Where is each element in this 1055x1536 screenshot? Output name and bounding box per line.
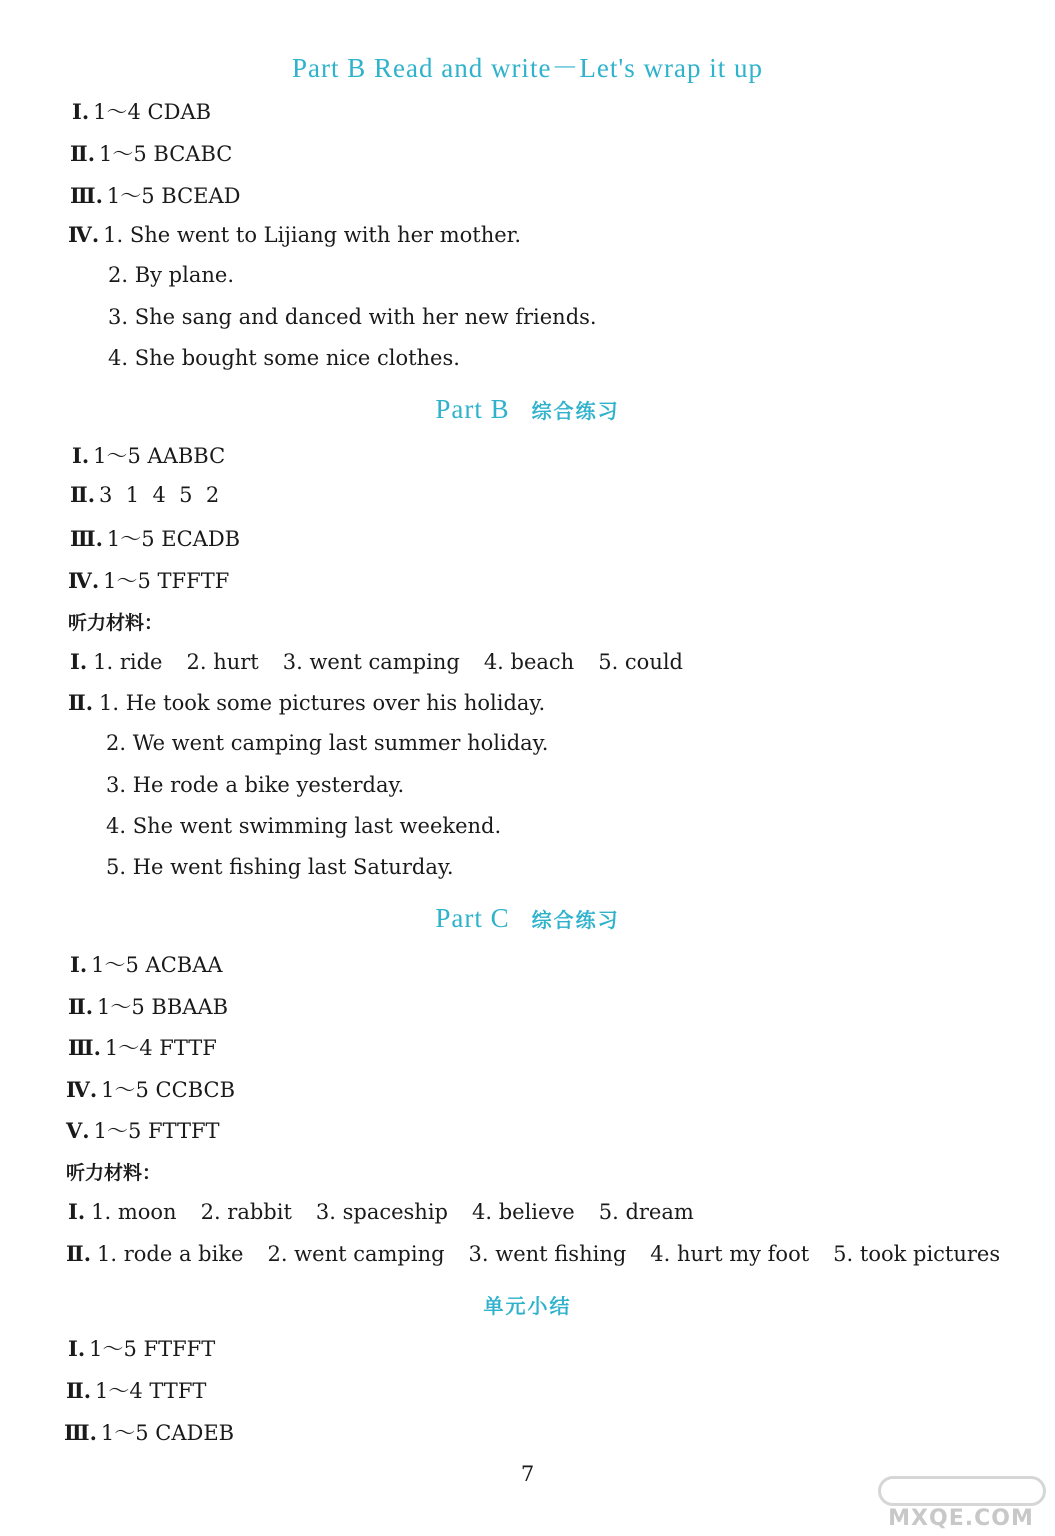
section-title-en: Part C: [435, 903, 510, 933]
answer-line: Ⅱ. 1～5 BBAAB: [68, 994, 229, 1019]
answer-line: Ⅲ. 1～5 CADEB: [64, 1420, 235, 1445]
section-title: Part B Read and write－Let's wrap it up: [291, 53, 763, 83]
sub-answer: 2. By plane.: [108, 263, 234, 287]
answer-line: Ⅲ. 1～5 BCEAD: [70, 183, 241, 208]
sub-answer: 3. She sang and danced with her new friends.: [108, 305, 597, 329]
answer-line: Ⅲ. 1～4 FTTF: [68, 1035, 217, 1060]
listening-line: Ⅰ. 1. moon 2. rabbit 3. spaceship 4. believe 5. dream: [68, 1199, 694, 1224]
sub-answer: 4. She bought some nice clothes.: [108, 346, 460, 370]
answer-line: Ⅳ. 1～5 TFFTF: [68, 568, 230, 593]
listening-sub: 5. He went fishing last Saturday.: [106, 855, 454, 879]
answer-line: Ⅰ. 1～4 CDAB: [72, 99, 212, 124]
section-heading-part-b-practice: [0, 394, 1055, 425]
answer-line: Ⅰ. 1～5 FTFFT: [68, 1336, 216, 1361]
section-title-cn: 单元小结: [483, 1296, 572, 1318]
listening-line: Ⅱ. 1. He took some pictures over his holiday.: [68, 690, 546, 715]
listening-sub: 2. We went camping last summer holiday.: [106, 731, 549, 755]
section-title-cn: 综合练习: [531, 401, 620, 423]
answer-line: Ⅱ. 1～5 BCABC: [70, 141, 233, 166]
answer-line: Ⅱ. 1～4 TTFT: [66, 1378, 207, 1403]
answer-line: Ⅳ. 1～5 CCBCB: [66, 1077, 236, 1102]
section-title-cn: 综合练习: [531, 910, 620, 932]
section-heading-part-c-practice: [0, 903, 1055, 934]
answer-line: Ⅲ. 1～5 ECADB: [70, 526, 241, 551]
listening-material-label: 听力材料：: [66, 1162, 162, 1184]
section-heading-part-b-read-write: [0, 46, 1055, 85]
listening-sub: 3. He rode a bike yesterday.: [106, 773, 405, 797]
watermark-text: MXQE.COM: [888, 1505, 1034, 1531]
listening-sub: 4. She went swimming last weekend.: [106, 814, 502, 838]
answer-line: Ⅰ. 1～5 AABBC: [72, 443, 226, 468]
answer-line: Ⅴ. 1～5 FTTFT: [66, 1118, 220, 1143]
section-heading-unit-summary: [0, 1290, 1055, 1319]
site-watermark: [872, 1476, 1050, 1532]
answer-line: Ⅳ. 1. She went to Lijiang with her mother.: [68, 222, 522, 247]
listening-line: Ⅰ. 1. ride 2. hurt 3. went camping 4. beach 5. could: [70, 649, 684, 674]
page-number: 7: [520, 1462, 535, 1486]
listening-line: Ⅱ. 1. rode a bike 2. went camping 3. went fishing 4. hurt my foot 5. took pictures: [66, 1241, 1001, 1266]
answer-line: Ⅱ. 3 1 4 5 2: [70, 482, 220, 507]
answer-line: Ⅰ. 1～5 ACBAA: [70, 952, 223, 977]
watermark-logo-shape: [878, 1476, 1046, 1506]
section-title-en: Part B: [435, 394, 510, 424]
listening-material-label: 听力材料：: [68, 612, 164, 634]
